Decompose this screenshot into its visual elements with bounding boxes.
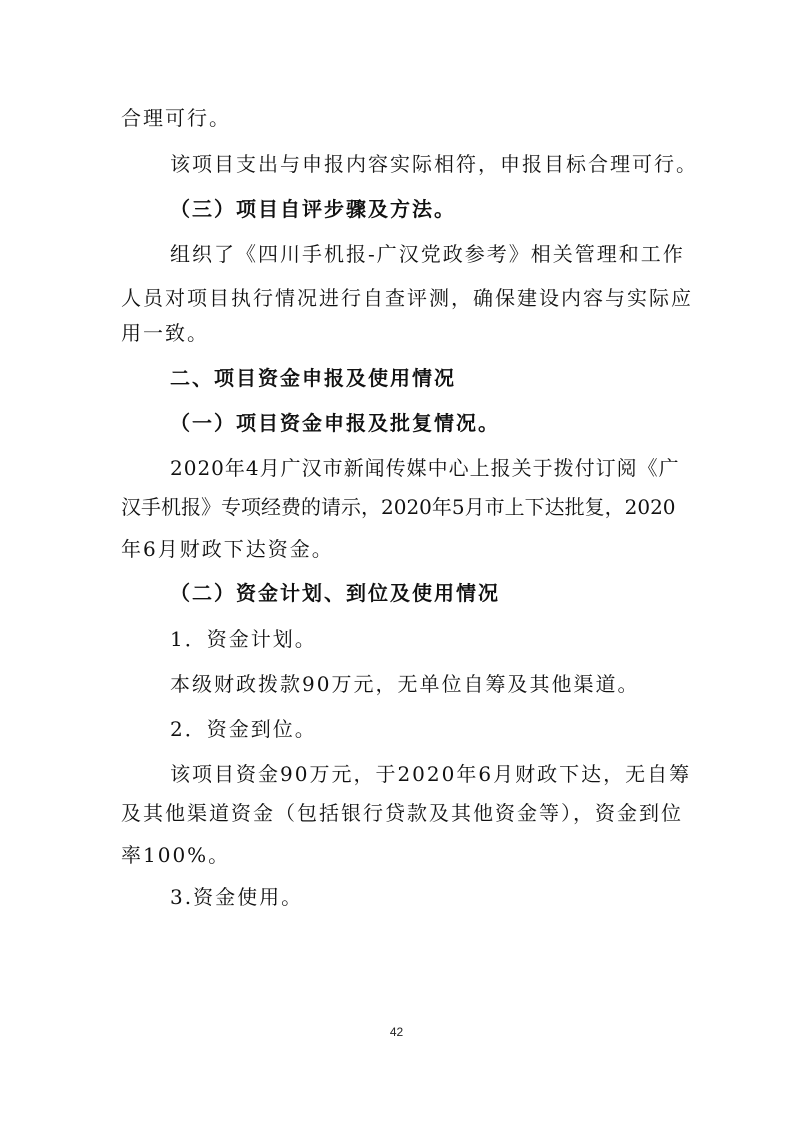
subsection-item-2: 2．资金到位。 — [170, 717, 317, 741]
section-heading-1: （一）项目资金申报及批复情况。 — [170, 411, 500, 435]
subsection-item-1: 1．资金计划。 — [170, 627, 317, 651]
page-number: 42 — [389, 1025, 404, 1039]
chapter-heading-2: 二、项目资金申报及使用情况 — [170, 366, 456, 390]
section-heading-2: （二）资金计划、到位及使用情况 — [170, 581, 500, 605]
body-line: 人员对项目执行情况进行自查评测，确保建设内容与实际应 — [121, 286, 693, 310]
body-line: 2020年4月广汉市新闻传媒中心上报关于拨付订阅《广 — [170, 456, 680, 480]
body-line: 该项目支出与申报内容实际相符，申报目标合理可行。 — [170, 152, 698, 176]
body-line: 及其他渠道资金（包括银行贷款及其他资金等），资金到位 — [121, 801, 683, 825]
body-line: 用一致。 — [121, 321, 209, 345]
body-line: 合理可行。 — [121, 106, 231, 130]
body-line: 该项目资金90万元，于2020年6月财政下达，无自筹 — [170, 762, 692, 786]
body-line: 本级财政拨款90万元，无单位自筹及其他渠道。 — [170, 672, 640, 696]
body-line: 率100%。 — [121, 843, 231, 867]
body-line: 年6月财政下达资金。 — [121, 537, 334, 561]
body-line: 组织了《四川手机报-广汉党政参考》相关管理和工作 — [170, 242, 685, 266]
body-line: 汉手机报》专项经费的请示，2020年5月市上下达批复，2020 — [121, 495, 676, 519]
section-heading-3: （三）项目自评步骤及方法。 — [170, 197, 456, 221]
subsection-item-3: 3.资金使用。 — [170, 885, 304, 909]
